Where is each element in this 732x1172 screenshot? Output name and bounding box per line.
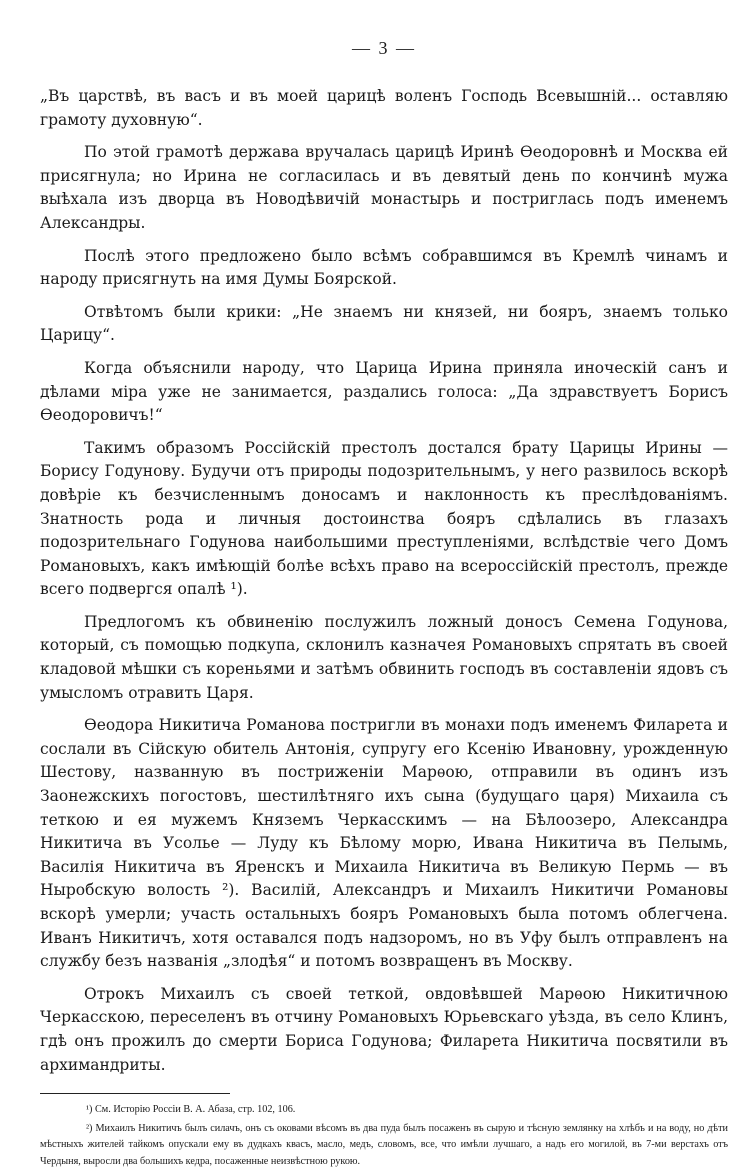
footnote: ¹) См. Исторію Россіи В. А. Абаза, стр. 102, 106. <box>86 1104 296 1116</box>
document-page <box>40 38 728 1172</box>
paragraph: Такимъ образомъ Россійскій престолъ достался брату Царицы Ирины — Борису Годунову. Будучи отъ природы подозрительнымъ, у него развилось вскорѣ довѣріе къ безчисленнымъ доносамъ и наклонность къ преслѣдованіямъ. Знатность рода и личныя достоинства бояръ сдѣлались въ глазахъ подозрительнаго Годунова наибольшими преступленіями, вслѣдствіе чего Домъ Романовыхъ, какъ имѣющій болѣе всѣхъ право на всероссійскій престолъ, прежде всего подвергся опалѣ ¹). <box>40 438 728 599</box>
paragraph: Когда объяснили народу, что Царица Ирина приняла иноческій санъ и дѣлами міра уже не занимается, раздались голоса: „Да здравствуетъ Борисъ Ѳеодоровичъ!“ <box>40 358 728 425</box>
paragraph: „Въ царствѣ, въ васъ и въ моей царицѣ воленъ Господь Всевышній... оставляю грамоту духовную“. <box>40 87 728 129</box>
page-number: — 3 — <box>352 38 416 58</box>
footnote: ²) Михаилъ Никитичъ былъ силачъ, онъ съ оковами вѣсомъ въ два пуда былъ посаженъ въ сырую и тѣсную землянку на хлѣбъ и на воду, но дѣти мѣстныхъ жителей тайкомъ опускали ему въ дудкахъ квасъ, масло, медъ, словомъ, все, что имѣли лучшаго, а надъ его могилой, въ 7-ми верстахъ отъ Чердыня, выросли два большихъ кедра, посаженные неизвѣстною рукою. <box>40 1122 728 1167</box>
footnote-divider <box>40 1093 230 1094</box>
paragraph: Отрокъ Михаилъ съ своей теткой, овдовѣвшей Марѳою Никитичною Черкасскою, переселенъ въ отчину Романовыхъ Юрьевскаго уѣзда, въ село Клинъ, гдѣ онъ прожилъ до смерти Бориса Годунова; Филарета Никитича посвятили въ архимандриты. <box>40 984 728 1074</box>
paragraph: Ѳеодора Никитича Романова постригли въ монахи подъ именемъ Филарета и сослали въ Сійскую обитель Антонія, супругу его Ксенію Ивановну, урожденную Шестову, названную въ постриженіи Марѳою, отправили въ одинъ изъ Заонежскихъ погостовъ, шестилѣтняго ихъ сына (будущаго царя) Михаила съ теткою и ея мужемъ Княземъ Черкасскимъ — на Бѣлоозеро, Александра Никитича въ Усолье — Луду къ Бѣлому морю, Ивана Никитича въ Пелымь, Василія Никитича въ Яренскъ и Михаила Никитича въ Великую Пермь — въ Ныробскую волость ²). Василій, Александръ и Михаилъ Никитичи Романовы вскорѣ умерли; участь остальныхъ бояръ Романовыхъ была потомъ облегчена. Иванъ Никитичъ, хотя оставался подъ надзоромъ, но въ Уфу былъ отправленъ на службу безъ названія „злодѣя“ и потомъ возвращенъ въ Москву. <box>40 716 728 971</box>
paragraph: Отвѣтомъ были крики: „Не знаемъ ни князей, ни бояръ, знаемъ только Царицу“. <box>40 302 728 345</box>
paragraph: Послѣ этого предложено было всѣмъ собравшимся въ Кремлѣ чинамъ и народу присягнуть на имя Думы Боярской. <box>40 246 728 289</box>
paragraph: Предлогомъ къ обвиненію послужилъ ложный доносъ Семена Годунова, который, съ помощью подкупа, склонилъ казначея Романовыхъ спрятать въ своей кладовой мѣшки съ кореньями и затѣмъ обвинить господъ въ составленіи ядовъ съ умысломъ отравить Царя. <box>40 612 728 702</box>
paragraph: По этой грамотѣ держава вручалась царицѣ Иринѣ Ѳеодоровнѣ и Москва ей присягнула; но Ирина не согласилась и въ девятый день по кончинѣ мужа выѣхала изъ дворца въ Новодѣвичій монастырь и постриглась подъ именемъ Александры. <box>40 143 728 232</box>
